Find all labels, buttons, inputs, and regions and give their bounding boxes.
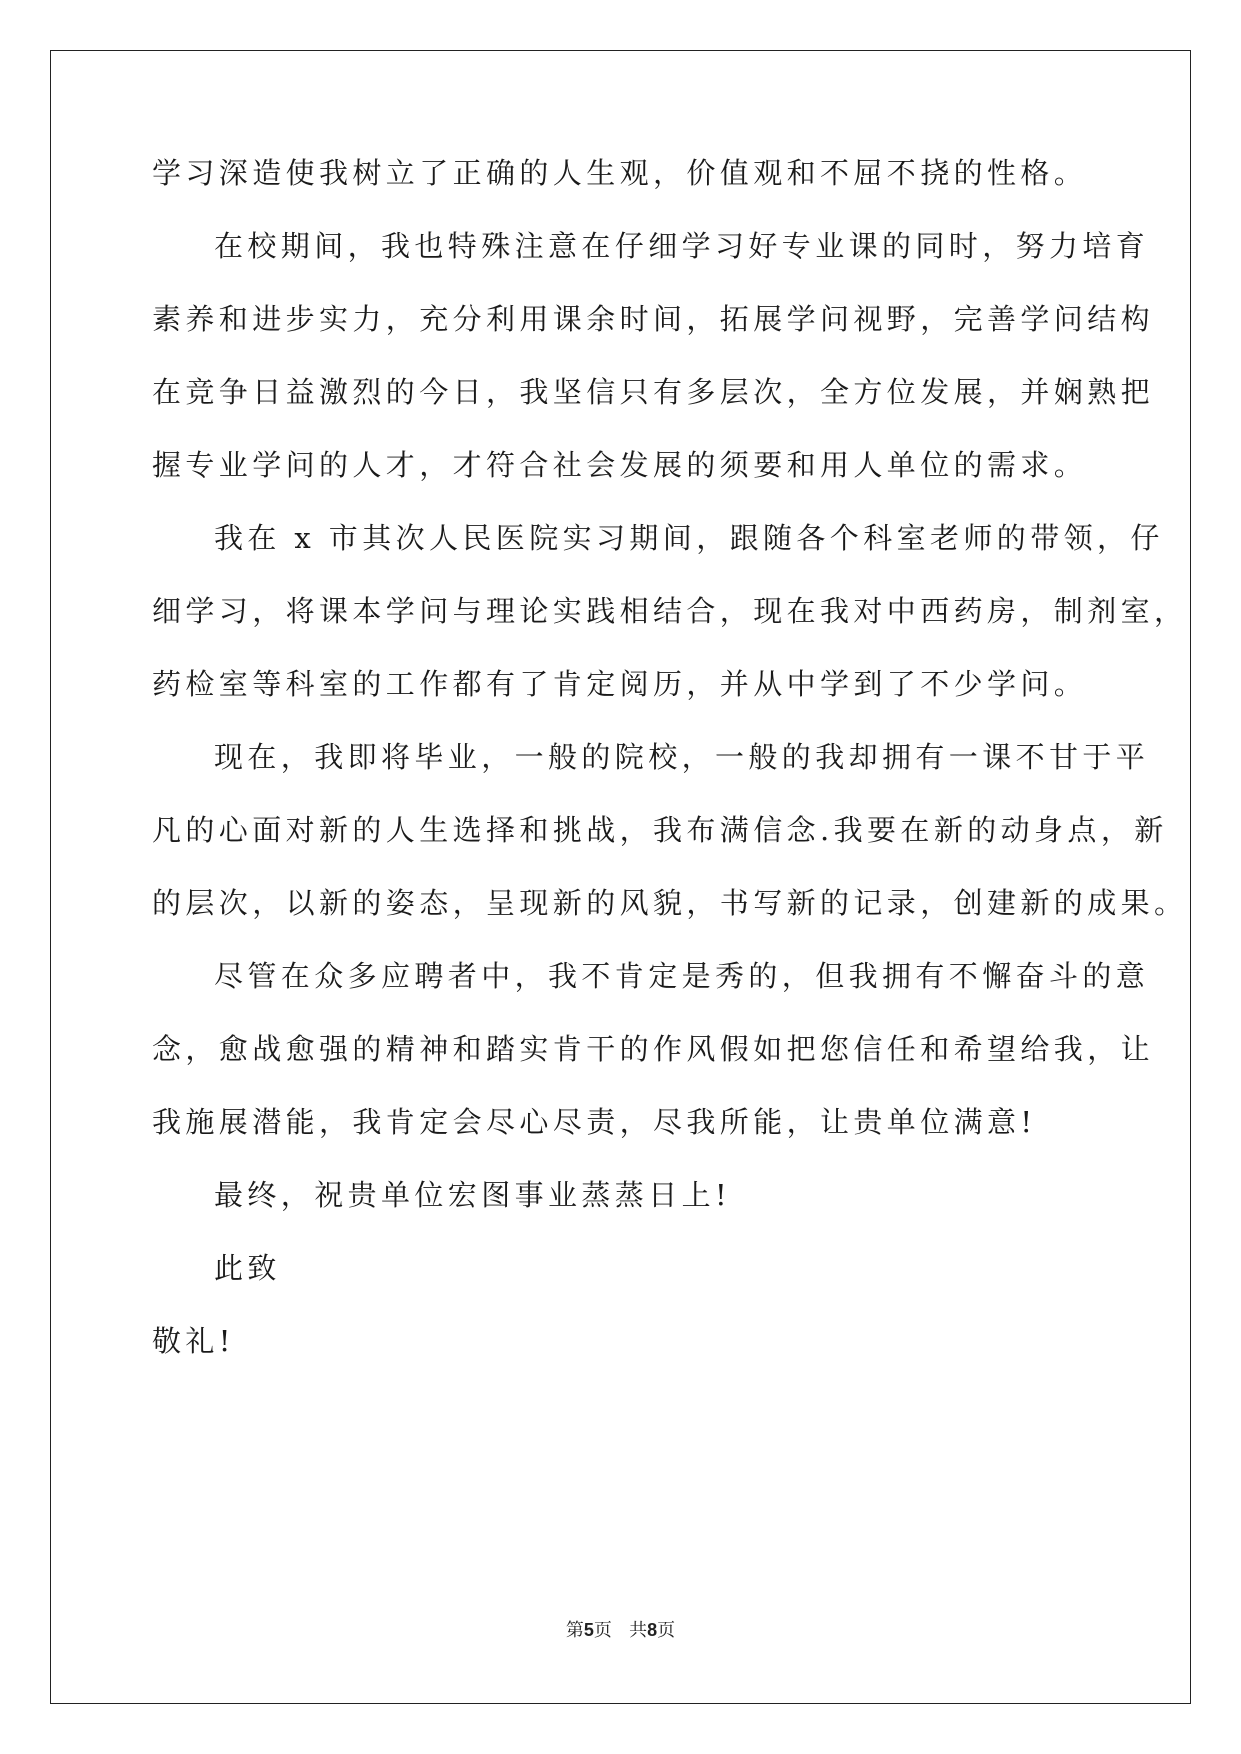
salutation-cizhi: 此致: [214, 1251, 281, 1285]
footer-prefix: 第: [565, 1620, 584, 1641]
salutation-jingli: 敬礼!: [152, 1324, 235, 1358]
text-line: 学习深造使我树立了正确的人生观，价值观和不屈不挠的性格。: [152, 156, 1088, 190]
text-line: 尽管在众多应聘者中，我不肯定是秀的，但我拥有不懈奋斗的意: [214, 959, 1150, 993]
text-line: 我施展潜能，我肯定会尽心尽责，尽我所能，让贵单位满意!: [152, 1105, 1037, 1139]
text-line: 药检室等科室的工作都有了肯定阅历，并从中学到了不少学问。: [152, 667, 1088, 701]
page-footer: [0, 1616, 1241, 1642]
text-line: 素养和进步实力，充分利用课余时间，拓展学问视野，完善学问结构: [152, 302, 1155, 336]
text-line: 细学习，将课本学问与理论实践相结合，现在我对中西药房，制剂室，: [152, 594, 1188, 628]
text-line: 我在 x 市其次人民医院实习期间，跟随各个科室老师的带领，仔: [214, 521, 1164, 555]
page-number: 5: [583, 1620, 594, 1640]
text-line: 在竞争日益激烈的今日，我坚信只有多层次，全方位发展，并娴熟把: [152, 375, 1155, 409]
footer-total-prefix: 共: [629, 1620, 648, 1641]
footer-total-suffix: 页: [657, 1620, 676, 1641]
text-line: 凡的心面对新的人生选择和挑战，我布满信念.我要在新的动身点，新: [152, 813, 1168, 847]
text-line: 握专业学问的人才，才符合社会发展的须要和用人单位的需求。: [152, 448, 1088, 482]
text-line: 的层次，以新的姿态，呈现新的风貌，书写新的记录，创建新的成果。: [152, 886, 1188, 920]
text-line: 在校期间，我也特殊注意在仔细学习好专业课的同时，努力培育: [214, 229, 1150, 263]
text-line: 现在，我即将毕业，一般的院校，一般的我却拥有一课不甘于平: [214, 740, 1150, 774]
footer-page-suffix: 页: [593, 1620, 612, 1641]
text-line: 念，愈战愈强的精神和踏实肯干的作风假如把您信任和希望给我，让: [152, 1032, 1155, 1066]
closing-wish: 最终，祝贵单位宏图事业蒸蒸日上!: [214, 1178, 732, 1212]
total-pages: 8: [647, 1620, 658, 1640]
